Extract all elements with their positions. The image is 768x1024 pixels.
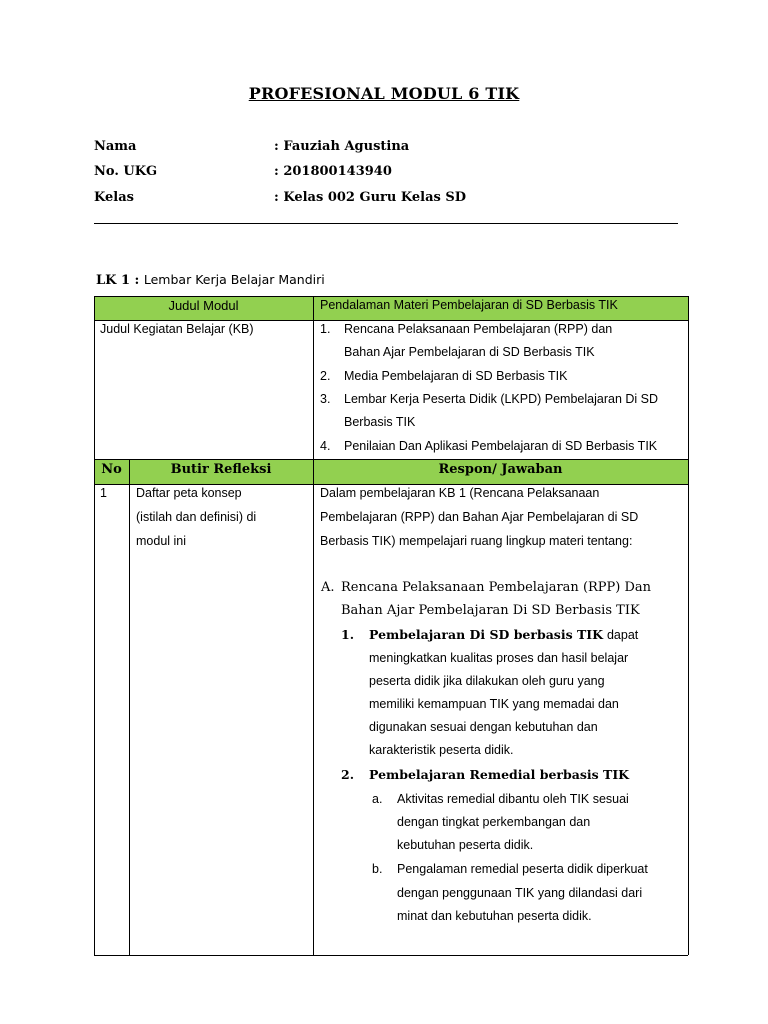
sub-point-text: Aktivitas remedial dibantu oleh TIK sesuai [397,792,629,806]
point-text: peserta didik jika dilakukan oleh guru yang [369,674,605,688]
response-intro-line: Dalam pembelajaran KB 1 (Rencana Pelaksanaan [320,486,600,500]
response-intro-line: Berbasis TIK) mempelajari ruang lingkup materi tentang: [320,534,633,548]
class-label: Kelas [94,190,134,205]
sub-point-text: kebutuhan peserta didik. [397,838,534,852]
sub-point-letter: a. [372,792,383,806]
kb-item-text: Media Pembelajaran di SD Berbasis TIK [344,369,568,383]
point-text: digunakan sesuai dengan kebutuhan dan [369,720,598,734]
sub-point-text: minat dan kebutuhan peserta didik. [397,909,592,923]
kb-item-number: 4. [320,439,331,453]
point-heading-tail: dapat [606,628,639,642]
worksheet-title [96,272,325,288]
document-title: PROFESIONAL MODUL 6 TIK [248,84,520,103]
response-intro-line: Pembelajaran (RPP) dan Bahan Ajar Pembelajaran di SD [320,510,639,524]
module-title-value: Pendalaman Materi Pembelajaran di SD Berbasis TIK [320,298,618,312]
reflection-item-text: (istilah dan definisi) di [136,510,257,524]
point-text: memiliki kemampuan TIK yang memadai dan [369,697,619,711]
point-heading [369,627,638,642]
name-label: Nama [94,139,137,154]
section-letter: A. [321,580,335,595]
module-title-header: Judul Modul [168,298,239,313]
divider-line [94,223,678,224]
kb-item-number: 1. [320,322,331,336]
kb-item-number: 2. [320,369,331,383]
point-text: karakteristik peserta didik. [369,743,514,757]
worksheet-title-prefix: LK 1 : [96,273,140,288]
ukg-value: : 201800143940 [274,164,392,179]
section-heading: Rencana Pelaksanaan Pembelajaran (RPP) Dan [341,580,652,595]
class-value: : Kelas 002 Guru Kelas SD [274,190,467,205]
reflection-item-text: Daftar peta konsep [136,486,242,500]
row-number: 1 [100,486,107,500]
point-number: 1. [341,627,355,642]
point-heading-bold: Pembelajaran Di SD berbasis TIK [369,627,603,642]
kb-item-text: Berbasis TIK [344,415,416,429]
kb-item-text: Rencana Pelaksanaan Pembelajaran (RPP) dan [344,322,613,336]
section-heading: Bahan Ajar Pembelajaran Di SD Berbasis TIK [341,603,640,618]
ukg-label: No. UKG [94,164,158,179]
kb-item-text: Bahan Ajar Pembelajaran di SD Berbasis TIK [344,345,595,359]
response-header: Respon/ Jawaban [438,462,563,477]
point-text: meningkatkan kualitas proses dan hasil belajar [369,651,629,665]
kb-label: Judul Kegiatan Belajar (KB) [100,322,254,336]
point-number: 2. [341,767,355,782]
kb-item-text: Lembar Kerja Peserta Didik (LKPD) Pembelajaran Di SD [344,392,659,406]
reflection-item-header: Butir Refleksi [170,462,272,477]
sub-point-text: Pengalaman remedial peserta didik diperkuat [397,862,648,876]
sub-point-text: dengan tingkat perkembangan dan [397,815,591,829]
kb-item-number: 3. [320,392,331,406]
sub-point-text: dengan penggunaan TIK yang dilandasi dari [397,886,643,900]
name-value: : Fauziah Agustina [274,139,410,154]
point-heading: Pembelajaran Remedial berbasis TIK [369,767,630,782]
worksheet-title-text: Lembar Kerja Belajar Mandiri [143,272,325,287]
no-header: No [101,462,122,477]
reflection-item-text: modul ini [136,534,187,548]
sub-point-letter: b. [372,862,383,876]
kb-item-text: Penilaian Dan Aplikasi Pembelajaran di SD Berbasis TIK [344,439,658,453]
